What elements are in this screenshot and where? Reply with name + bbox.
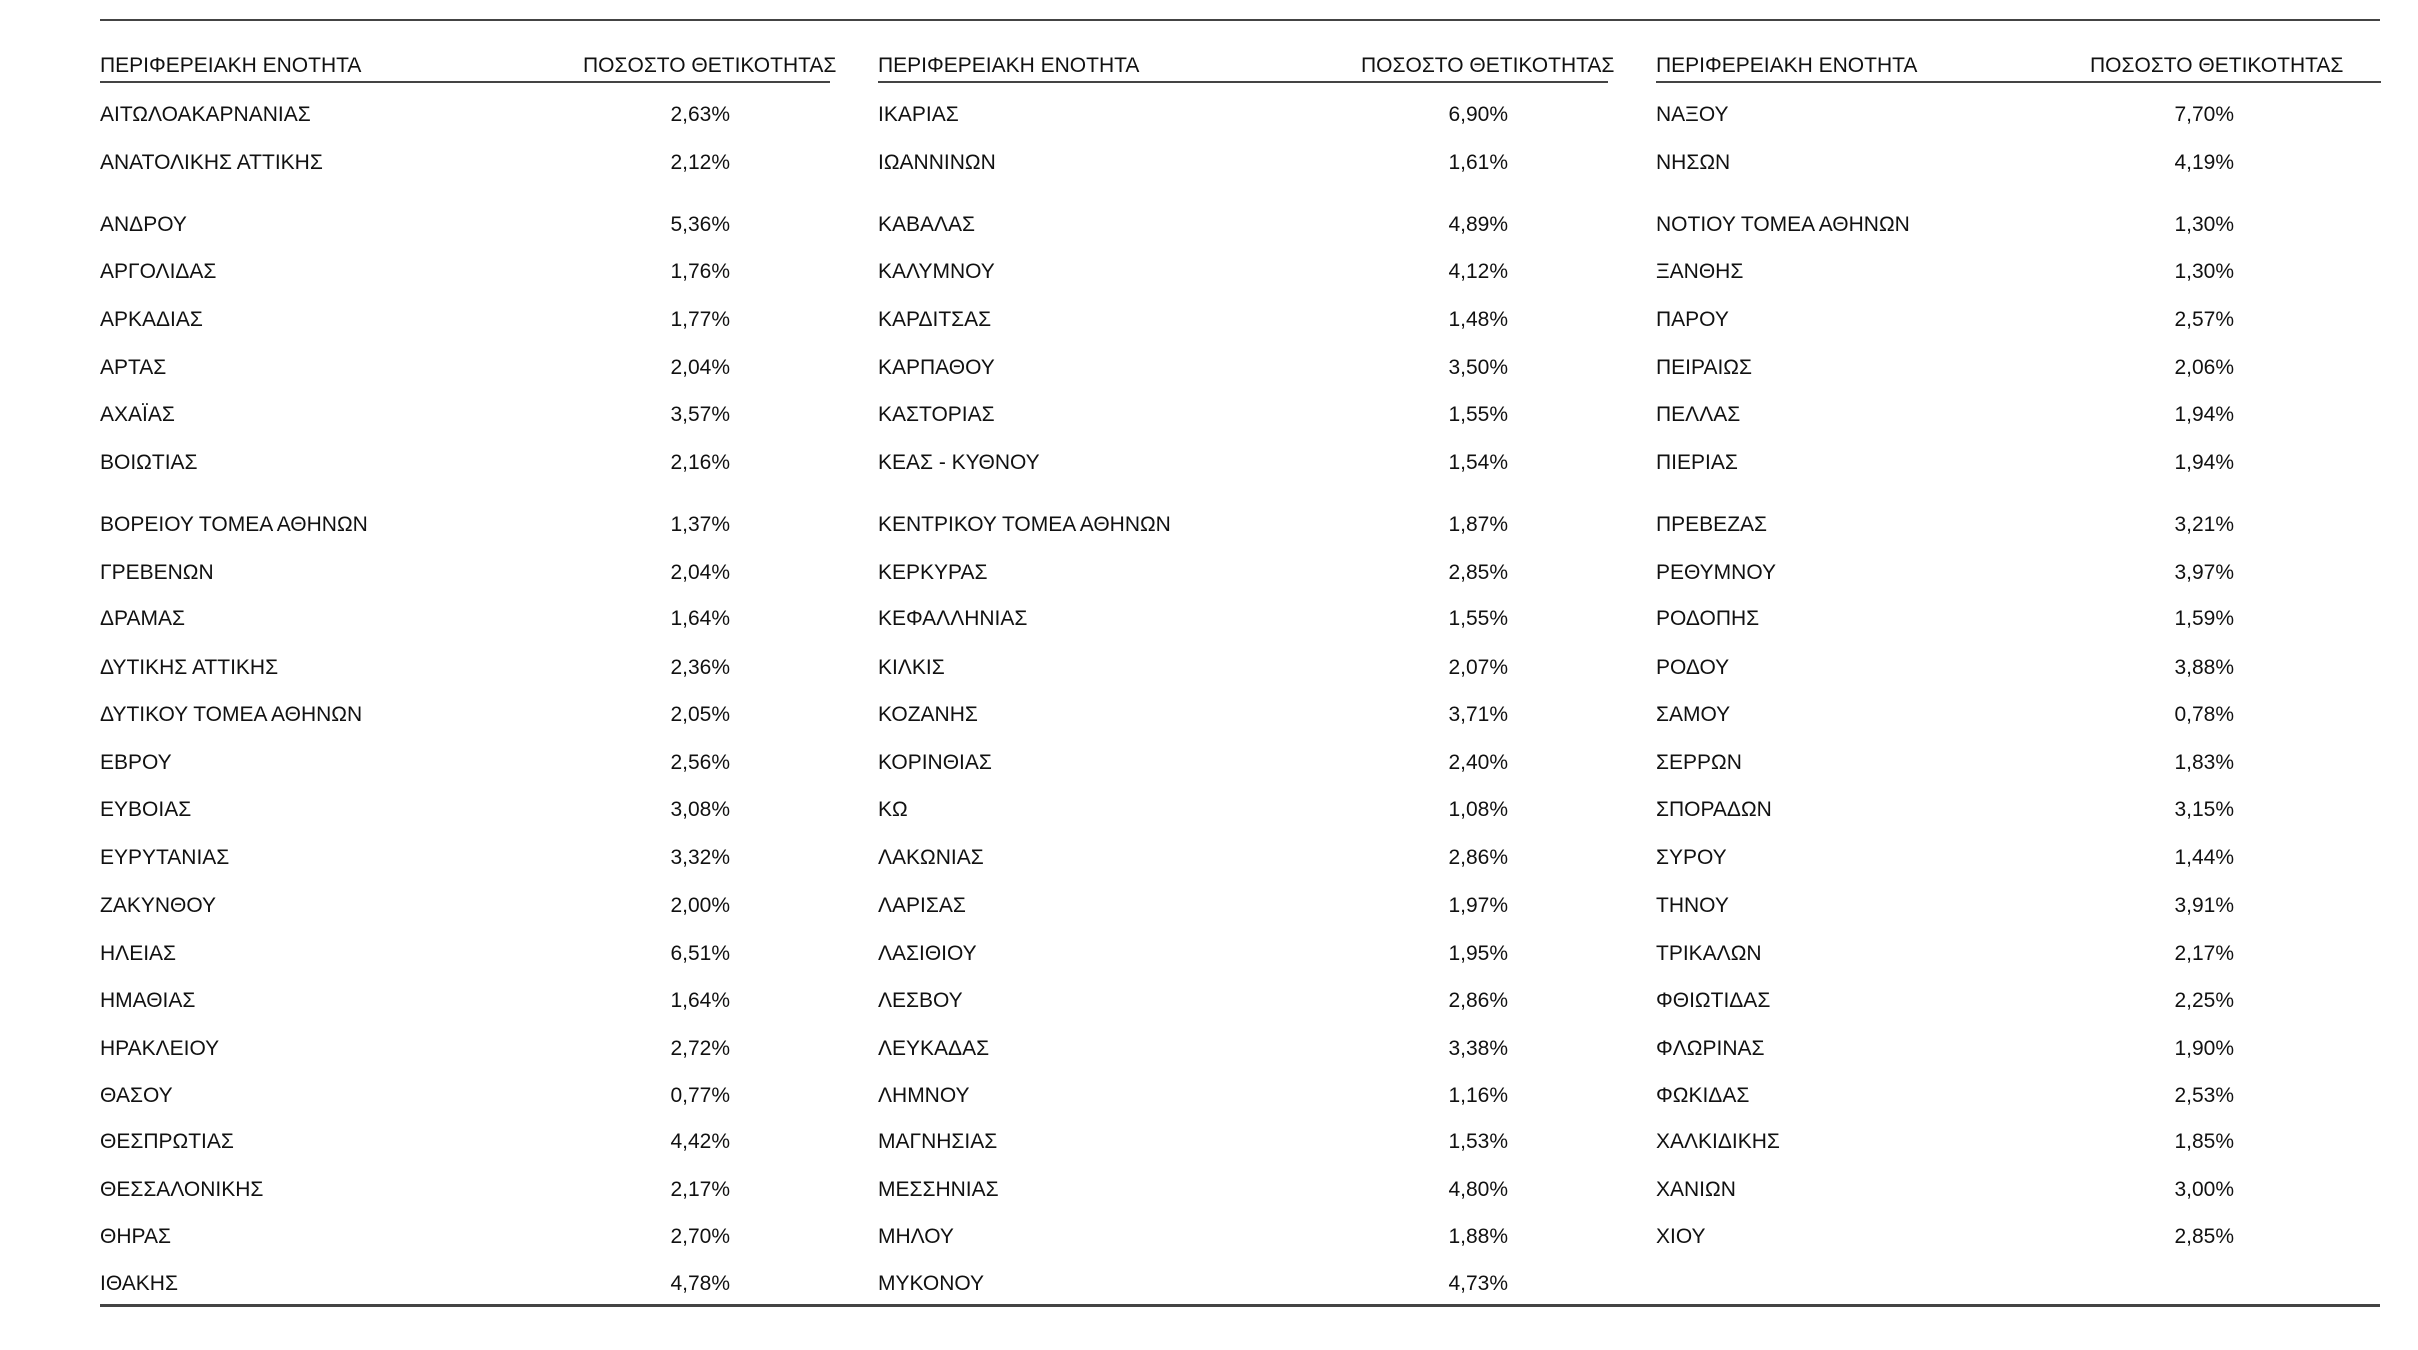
region-name: ΑΙΤΩΛΟΑΚΑΡΝΑΝΙΑΣ (100, 103, 311, 126)
positivity-rate: 2,05% (670, 703, 730, 726)
positivity-rate: 1,08% (1448, 798, 1508, 821)
table-row (878, 513, 1618, 543)
region-name: ΕΥΡΥΤΑΝΙΑΣ (100, 846, 230, 869)
table-row (1656, 989, 2396, 1019)
region-name: ΣΠΟΡΑΔΩΝ (1656, 798, 1772, 821)
positivity-rate: 2,36% (670, 656, 730, 679)
table-row (878, 1130, 1618, 1160)
positivity-rate: 1,44% (2174, 846, 2234, 869)
positivity-rate: 3,38% (1448, 1037, 1508, 1060)
table-row (878, 1084, 1618, 1114)
table-row (100, 846, 840, 876)
region-name: ΚΕΑΣ - ΚΥΘΝΟΥ (878, 451, 1040, 474)
positivity-rate: 7,70% (2174, 103, 2234, 126)
positivity-rate: 2,57% (2174, 308, 2234, 331)
region-name: ΑΝΔΡΟΥ (100, 213, 187, 236)
region-name: ΦΛΩΡΙΝΑΣ (1656, 1037, 1765, 1060)
region-name: ΜΗΛΟΥ (878, 1225, 954, 1248)
positivity-rate: 1,94% (2174, 451, 2234, 474)
table-column-3 (1656, 0, 2396, 1350)
table-row (878, 403, 1618, 433)
positivity-rate: 1,90% (2174, 1037, 2234, 1060)
table-row (878, 894, 1618, 924)
positivity-rate: 4,42% (670, 1130, 730, 1153)
header-region-unit: ΠΕΡΙΦΕΡΕΙΑΚΗ ΕΝΟΤΗΤΑ (100, 54, 362, 77)
region-name: ΣΕΡΡΩΝ (1656, 751, 1742, 774)
region-name: ΗΡΑΚΛΕΙΟΥ (100, 1037, 220, 1060)
column-header (100, 54, 840, 84)
positivity-rate: 3,97% (2174, 561, 2234, 584)
positivity-rate: 6,51% (670, 942, 730, 965)
region-name: ΛΑΚΩΝΙΑΣ (878, 846, 984, 869)
table-row (878, 1037, 1618, 1067)
bottom-rule (100, 1304, 2380, 1307)
region-name: ΘΗΡΑΣ (100, 1225, 171, 1248)
table-row (100, 798, 840, 828)
positivity-rate: 3,91% (2174, 894, 2234, 917)
region-name: ΕΒΡΟΥ (100, 751, 172, 774)
region-name: ΝΟΤΙΟΥ ΤΟΜΕΑ ΑΘΗΝΩΝ (1656, 213, 1910, 236)
positivity-rate: 1,37% (670, 513, 730, 536)
positivity-rate: 1,94% (2174, 403, 2234, 426)
region-name: ΛΑΣΙΘΙΟΥ (878, 942, 977, 965)
region-name: ΛΕΣΒΟΥ (878, 989, 963, 1012)
table-row (100, 213, 840, 243)
positivity-rate: 1,83% (2174, 751, 2234, 774)
table-row (1656, 451, 2396, 481)
positivity-rate: 4,73% (1448, 1272, 1508, 1295)
positivity-rate: 6,90% (1448, 103, 1508, 126)
positivity-rate: 2,07% (1448, 656, 1508, 679)
table-row (1656, 656, 2396, 686)
table-row (100, 1130, 840, 1160)
table-row (878, 942, 1618, 972)
region-name: ΧΑΛΚΙΔΙΚΗΣ (1656, 1130, 1780, 1153)
region-name: ΑΝΑΤΟΛΙΚΗΣ ΑΤΤΙΚΗΣ (100, 151, 323, 174)
positivity-rate: 2,40% (1448, 751, 1508, 774)
table-row (878, 607, 1618, 637)
positivity-rate: 2,06% (2174, 356, 2234, 379)
region-name: ΗΛΕΙΑΣ (100, 942, 177, 965)
region-name: ΜΕΣΣΗΝΙΑΣ (878, 1178, 999, 1201)
positivity-rate: 1,77% (670, 308, 730, 331)
table-row (1656, 894, 2396, 924)
positivity-rate: 1,61% (1448, 151, 1508, 174)
table-row (1656, 1225, 2396, 1255)
table-row (100, 260, 840, 290)
positivity-rate: 2,00% (670, 894, 730, 917)
table-row (100, 894, 840, 924)
column-header (1656, 54, 2396, 84)
column-header (878, 54, 1618, 84)
table-row (100, 151, 840, 181)
region-name: ΑΡΓΟΛΙΔΑΣ (100, 260, 217, 283)
table-row (100, 1084, 840, 1114)
region-name: ΝΗΣΩΝ (1656, 151, 1731, 174)
region-name: ΚΕΝΤΡΙΚΟΥ ΤΟΜΕΑ ΑΘΗΝΩΝ (878, 513, 1171, 536)
table-row (100, 103, 840, 133)
positivity-rate: 0,77% (670, 1084, 730, 1107)
positivity-rate: 3,50% (1448, 356, 1508, 379)
positivity-rate: 4,19% (2174, 151, 2234, 174)
region-name: ΙΚΑΡΙΑΣ (878, 103, 959, 126)
positivity-rate: 2,86% (1448, 989, 1508, 1012)
positivity-rate: 1,97% (1448, 894, 1508, 917)
table-row (878, 1178, 1618, 1208)
table-row (878, 703, 1618, 733)
region-name: ΡΟΔΟΥ (1656, 656, 1730, 679)
table-row (878, 260, 1618, 290)
table-row (100, 656, 840, 686)
region-name: ΛΗΜΝΟΥ (878, 1084, 970, 1107)
region-name: ΚΟΡΙΝΘΙΑΣ (878, 751, 992, 774)
positivity-rate: 1,85% (2174, 1130, 2234, 1153)
region-name: ΧΑΝΙΩΝ (1656, 1178, 1736, 1201)
region-name: ΤΡΙΚΑΛΩΝ (1656, 942, 1762, 965)
region-name: ΒΟΡΕΙΟΥ ΤΟΜΕΑ ΑΘΗΝΩΝ (100, 513, 368, 536)
region-name: ΚΕΡΚΥΡΑΣ (878, 561, 988, 584)
positivity-rate: 1,95% (1448, 942, 1508, 965)
positivity-rate: 0,78% (2174, 703, 2234, 726)
positivity-rate: 1,76% (670, 260, 730, 283)
positivity-rate: 2,17% (2174, 942, 2234, 965)
table-row (100, 1225, 840, 1255)
table-row (100, 308, 840, 338)
table-row (1656, 1130, 2396, 1160)
region-name: ΚΑΡΔΙΤΣΑΣ (878, 308, 992, 331)
region-name: ΛΑΡΙΣΑΣ (878, 894, 966, 917)
table-row (100, 1037, 840, 1067)
positivity-rate: 2,04% (670, 561, 730, 584)
positivity-rate: 1,16% (1448, 1084, 1508, 1107)
region-name: ΜΥΚΟΝΟΥ (878, 1272, 985, 1295)
region-name: ΒΟΙΩΤΙΑΣ (100, 451, 198, 474)
table-row (1656, 513, 2396, 543)
region-name: ΑΡΤΑΣ (100, 356, 167, 379)
positivity-rate: 3,15% (2174, 798, 2234, 821)
region-name: ΘΕΣΣΑΛΟΝΙΚΗΣ (100, 1178, 264, 1201)
header-underline (878, 81, 1608, 83)
header-positivity-rate: ΠΟΣΟΣΤΟ ΘΕΤΙΚΟΤΗΤΑΣ (1361, 54, 1615, 77)
table-row (878, 151, 1618, 181)
region-name: ΚΟΖΑΝΗΣ (878, 703, 978, 726)
table-row (1656, 561, 2396, 591)
table-row (100, 989, 840, 1019)
table-row (1656, 1178, 2396, 1208)
table-row (1656, 103, 2396, 133)
positivity-rate: 2,16% (670, 451, 730, 474)
region-name: ΙΘΑΚΗΣ (100, 1272, 178, 1295)
positivity-rate: 4,12% (1448, 260, 1508, 283)
positivity-rate: 2,53% (2174, 1084, 2234, 1107)
region-name: ΦΩΚΙΔΑΣ (1656, 1084, 1750, 1107)
positivity-rate: 1,87% (1448, 513, 1508, 536)
region-name: ΦΘΙΩΤΙΔΑΣ (1656, 989, 1771, 1012)
table-row (878, 656, 1618, 686)
positivity-rate: 4,78% (670, 1272, 730, 1295)
table-row (100, 751, 840, 781)
positivity-rate: 3,21% (2174, 513, 2234, 536)
table-row (1656, 846, 2396, 876)
header-region-unit: ΠΕΡΙΦΕΡΕΙΑΚΗ ΕΝΟΤΗΤΑ (878, 54, 1140, 77)
header-positivity-rate: ΠΟΣΟΣΤΟ ΘΕΤΙΚΟΤΗΤΑΣ (2090, 54, 2344, 77)
positivity-rate: 4,89% (1448, 213, 1508, 236)
table-row (100, 403, 840, 433)
positivity-rate: 3,32% (670, 846, 730, 869)
region-name: ΣΥΡΟΥ (1656, 846, 1727, 869)
table-row (878, 1225, 1618, 1255)
table-row (100, 1272, 840, 1302)
positivity-rate: 2,86% (1448, 846, 1508, 869)
table-row (1656, 1084, 2396, 1114)
table-row (878, 751, 1618, 781)
region-name: ΘΕΣΠΡΩΤΙΑΣ (100, 1130, 234, 1153)
region-name: ΣΑΜΟΥ (1656, 703, 1731, 726)
table-row (1656, 1037, 2396, 1067)
positivity-rate: 4,80% (1448, 1178, 1508, 1201)
positivity-rate: 2,56% (670, 751, 730, 774)
table-row (1656, 356, 2396, 386)
positivity-rate: 1,59% (2174, 607, 2234, 630)
region-name: ΚΑΒΑΛΑΣ (878, 213, 976, 236)
region-name: ΘΑΣΟΥ (100, 1084, 173, 1107)
region-name: ΓΡΕΒΕΝΩΝ (100, 561, 214, 584)
table-column-1 (100, 0, 840, 1350)
header-region-unit: ΠΕΡΙΦΕΡΕΙΑΚΗ ΕΝΟΤΗΤΑ (1656, 54, 1918, 77)
region-name: ΙΩΑΝΝΙΝΩΝ (878, 151, 996, 174)
table-row (878, 103, 1618, 133)
region-name: ΕΥΒΟΙΑΣ (100, 798, 192, 821)
region-name: ΑΡΚΑΔΙΑΣ (100, 308, 203, 331)
header-underline (100, 81, 830, 83)
positivity-rate: 3,71% (1448, 703, 1508, 726)
positivity-rate: 1,88% (1448, 1225, 1508, 1248)
positivity-rate: 1,48% (1448, 308, 1508, 331)
region-name: ΡΕΘΥΜΝΟΥ (1656, 561, 1777, 584)
table-row (100, 607, 840, 637)
table-row (1656, 703, 2396, 733)
region-name: ΚΑΛΥΜΝΟΥ (878, 260, 995, 283)
table-row (100, 561, 840, 591)
positivity-rate: 3,00% (2174, 1178, 2234, 1201)
region-name: ΜΑΓΝΗΣΙΑΣ (878, 1130, 998, 1153)
positivity-rate: 1,54% (1448, 451, 1508, 474)
positivity-rate: 2,17% (670, 1178, 730, 1201)
region-name: ΡΟΔΟΠΗΣ (1656, 607, 1760, 630)
region-name: ΧΙΟΥ (1656, 1225, 1706, 1248)
table-row (100, 703, 840, 733)
header-positivity-rate: ΠΟΣΟΣΤΟ ΘΕΤΙΚΟΤΗΤΑΣ (583, 54, 837, 77)
region-name: ΤΗΝΟΥ (1656, 894, 1729, 917)
region-name: ΠΡΕΒΕΖΑΣ (1656, 513, 1768, 536)
table-row (878, 213, 1618, 243)
positivity-rate: 2,85% (1448, 561, 1508, 584)
region-name: ΞΑΝΘΗΣ (1656, 260, 1744, 283)
table-row (1656, 260, 2396, 290)
positivity-rate: 1,30% (2174, 260, 2234, 283)
positivity-rate: 2,72% (670, 1037, 730, 1060)
table-row (878, 989, 1618, 1019)
positivity-rate: 1,55% (1448, 403, 1508, 426)
table-row (100, 513, 840, 543)
table-column-2 (878, 0, 1618, 1350)
positivity-rate: 2,12% (670, 151, 730, 174)
table-row (878, 356, 1618, 386)
table-row (878, 451, 1618, 481)
positivity-rate: 2,63% (670, 103, 730, 126)
positivity-rate: 2,85% (2174, 1225, 2234, 1248)
positivity-rate: 2,25% (2174, 989, 2234, 1012)
positivity-rate: 1,55% (1448, 607, 1508, 630)
table-row (878, 846, 1618, 876)
region-name: ΠΙΕΡΙΑΣ (1656, 451, 1738, 474)
region-name: ΚΑΣΤΟΡΙΑΣ (878, 403, 995, 426)
region-name: ΠΑΡΟΥ (1656, 308, 1729, 331)
positivity-rate: 2,04% (670, 356, 730, 379)
region-name: ΚΕΦΑΛΛΗΝΙΑΣ (878, 607, 1028, 630)
table-row (1656, 607, 2396, 637)
header-underline (1656, 81, 2381, 83)
table-row (878, 308, 1618, 338)
positivity-rate: 2,70% (670, 1225, 730, 1248)
table-row (878, 798, 1618, 828)
table-row (100, 942, 840, 972)
table-row (1656, 942, 2396, 972)
region-name: ΔΥΤΙΚΟΥ ΤΟΜΕΑ ΑΘΗΝΩΝ (100, 703, 363, 726)
table-row (1656, 403, 2396, 433)
table-row (878, 1272, 1618, 1302)
table-row (1656, 151, 2396, 181)
table-row (100, 1178, 840, 1208)
region-name: ΠΕΛΛΑΣ (1656, 403, 1741, 426)
table-row (878, 561, 1618, 591)
table-row (1656, 308, 2396, 338)
table-row (1656, 798, 2396, 828)
positivity-rate: 3,08% (670, 798, 730, 821)
region-name: ΚΑΡΠΑΘΟΥ (878, 356, 995, 379)
region-name: ΚΩ (878, 798, 908, 821)
positivity-rate: 3,88% (2174, 656, 2234, 679)
positivity-rate: 1,53% (1448, 1130, 1508, 1153)
region-name: ΖΑΚΥΝΘΟΥ (100, 894, 217, 917)
table-row (1656, 751, 2396, 781)
table-row (1656, 213, 2396, 243)
region-name: ΚΙΛΚΙΣ (878, 656, 945, 679)
region-name: ΝΑΞΟΥ (1656, 103, 1729, 126)
region-name: ΑΧΑΪΑΣ (100, 403, 175, 426)
positivity-rate: 1,30% (2174, 213, 2234, 236)
region-name: ΔΥΤΙΚΗΣ ΑΤΤΙΚΗΣ (100, 656, 279, 679)
positivity-rate: 3,57% (670, 403, 730, 426)
table-row (100, 451, 840, 481)
positivity-rate: 5,36% (670, 213, 730, 236)
positivity-rate: 1,64% (670, 607, 730, 630)
region-name: ΗΜΑΘΙΑΣ (100, 989, 196, 1012)
region-name: ΠΕΙΡΑΙΩΣ (1656, 356, 1752, 379)
table-row (100, 356, 840, 386)
region-name: ΛΕΥΚΑΔΑΣ (878, 1037, 990, 1060)
region-name: ΔΡΑΜΑΣ (100, 607, 185, 630)
positivity-rate: 1,64% (670, 989, 730, 1012)
